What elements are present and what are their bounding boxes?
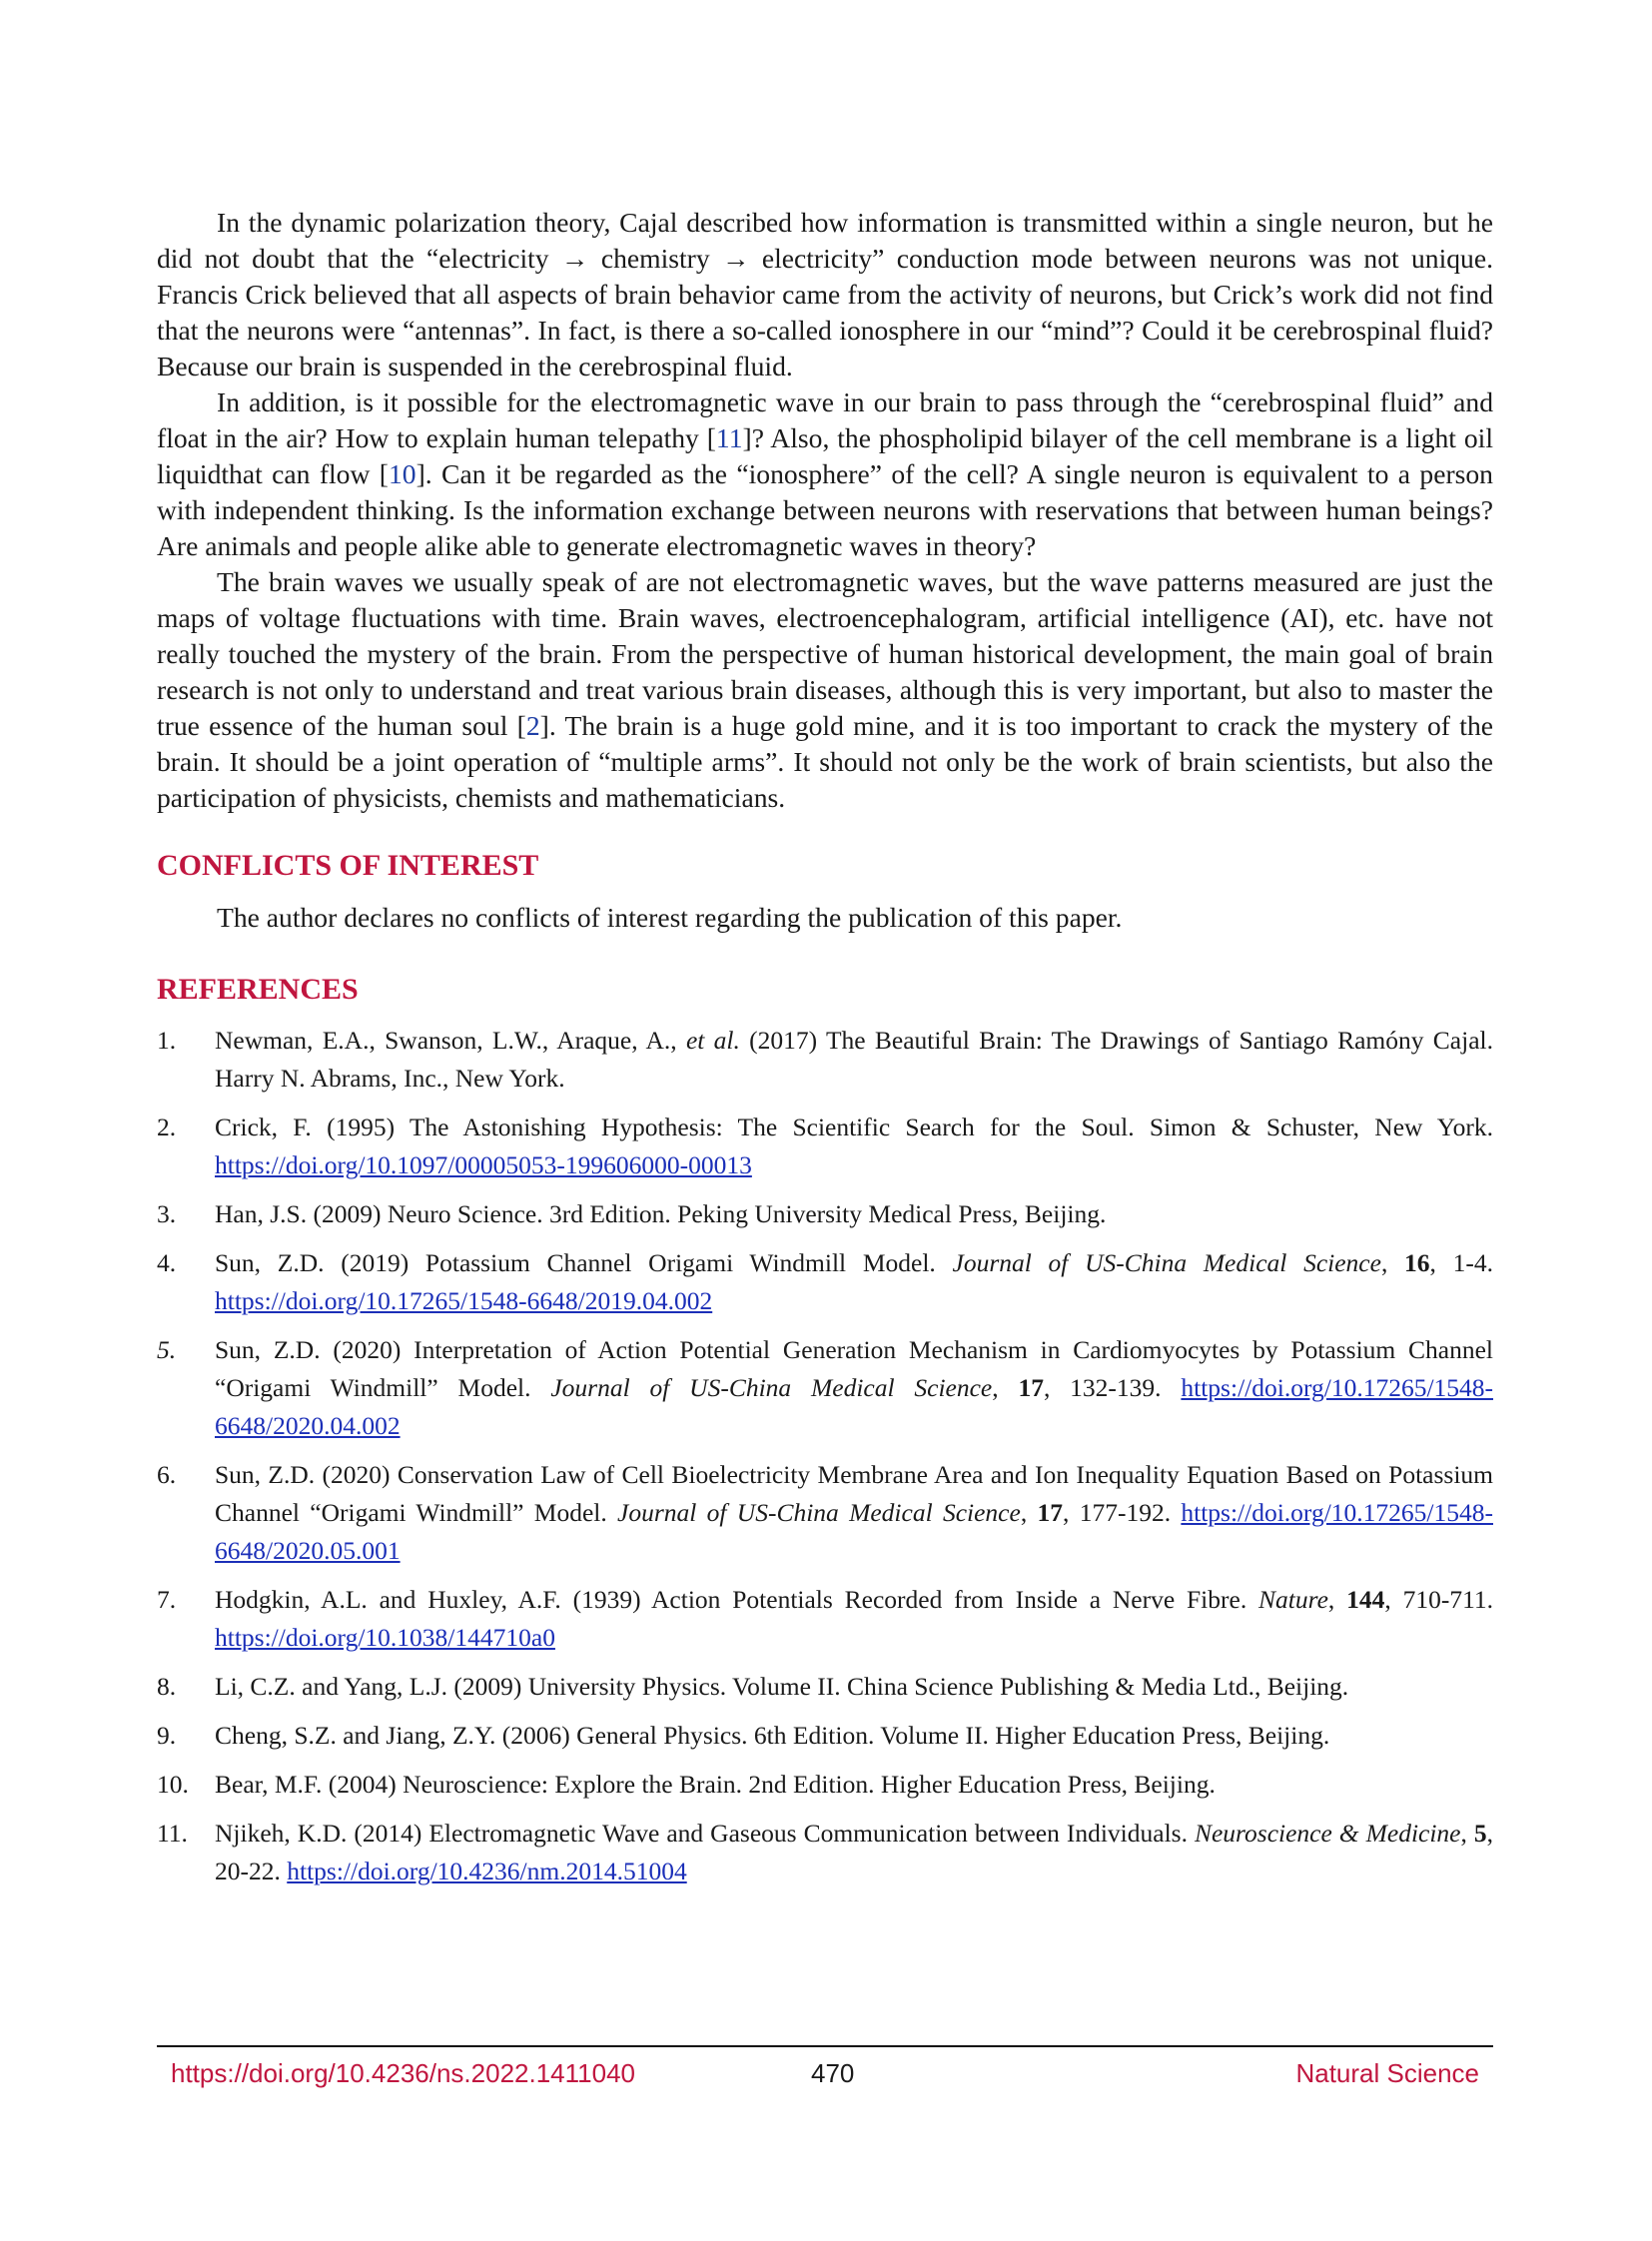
reference-volume: 144: [1346, 1585, 1385, 1614]
reference-pages: , 20-22.: [215, 1819, 1493, 1885]
reference-citation: Njikeh, K.D. (2014) Electromagnetic Wave and Gaseous Communication between Individuals.: [215, 1819, 1195, 1848]
reference-number: 9.: [157, 1721, 177, 1750]
reference-citation: Cheng, S.Z. and Jiang, Z.Y. (2006) General Physics. 6th Edition. Volume II. Higher Education Press, Beijing.: [215, 1721, 1330, 1750]
reference-separator: ,: [1460, 1819, 1474, 1848]
reference-pages: , 177-192.: [1063, 1498, 1182, 1527]
reference-number: 4.: [157, 1248, 177, 1277]
reference-pages: , 710-711.: [1384, 1585, 1493, 1614]
reference-number: 1.: [157, 1026, 177, 1055]
reference-item: [157, 1668, 1493, 1706]
reference-doi-link[interactable]: https://doi.org/10.17265/1548-6648/2019.04.002: [215, 1286, 713, 1315]
reference-text: [215, 1668, 1493, 1706]
page-number: 470: [811, 2058, 855, 2088]
reference-number: 10.: [157, 1770, 189, 1799]
reference-separator: (2017) The Beautiful Brain: The Drawings of Santiago Ramóny Cajal. Harry N. Abrams, Inc., New York.: [215, 1026, 1493, 1093]
reference-text: [215, 1456, 1493, 1570]
references-list: [157, 1022, 1493, 1890]
reference-volume: 17: [1018, 1373, 1044, 1402]
reference-item: [157, 1717, 1493, 1755]
reference-citation: Hodgkin, A.L. and Huxley, A.F. (1939) Action Potentials Recorded from Inside a Nerve Fibre.: [215, 1585, 1259, 1614]
reference-pages: , 132-139.: [1043, 1373, 1182, 1402]
reference-journal: Nature: [1258, 1585, 1328, 1614]
citation-link[interactable]: 2: [525, 710, 540, 741]
reference-citation: Han, J.S. (2009) Neuro Science. 3rd Edition. Peking University Medical Press, Beijing.: [215, 1199, 1107, 1228]
reference-separator: ,: [1020, 1498, 1038, 1527]
reference-citation: Li, C.Z. and Yang, L.J. (2009) University Physics. Volume II. China Science Publishing & Media Ltd., Beijing.: [215, 1672, 1349, 1701]
reference-text: [215, 1109, 1493, 1184]
reference-doi-link[interactable]: https://doi.org/10.1097/00005053-199606000-00013: [215, 1150, 752, 1179]
reference-separator: ,: [992, 1373, 1019, 1402]
citation-link[interactable]: 10: [388, 458, 416, 489]
reference-citation: Newman, E.A., Swanson, L.W., Araque, A.,: [215, 1026, 686, 1055]
reference-separator: ,: [1327, 1585, 1347, 1614]
reference-item: [157, 1456, 1493, 1570]
reference-item: [157, 1815, 1493, 1890]
reference-volume: 17: [1037, 1498, 1064, 1527]
reference-doi-link[interactable]: https://doi.org/10.4236/nm.2014.51004: [287, 1857, 687, 1885]
references-heading: REFERENCES: [157, 973, 359, 1006]
page-content: [157, 205, 1493, 1901]
reference-text: [215, 1766, 1493, 1804]
reference-citation: Crick, F. (1995) The Astonishing Hypothesis: The Scientific Search for the Soul. Simon & Schuster, New York.: [215, 1113, 1493, 1141]
reference-doi-link[interactable]: https://doi.org/10.17265/1548-6648/2020.05.001: [215, 1498, 1493, 1565]
reference-citation: Sun, Z.D. (2020) Conservation Law of Cell Bioelectricity Membrane Area and Ion Inequality Equation Based on Potassium Channel “Origami Windmill” Model.: [215, 1460, 1493, 1527]
reference-text: [215, 1815, 1493, 1890]
reference-number: 6.: [157, 1460, 177, 1489]
footer-doi-link[interactable]: https://doi.org/10.4236/ns.2022.1411040: [171, 2058, 636, 2088]
page-footer: [157, 2053, 1493, 2093]
paragraph: The brain waves we usually speak of are not electromagnetic waves, but the wave patterns measured are just the maps of voltage fluctuations with time. Brain waves, electroencephalogram, artificial intelligence (AI), etc. have not really touched the mystery of the brain. From the perspective of human historical development, the main goal of brain research is not only to understand and treat various brain diseases, although this is very important, but also to master the true essence of the human soul [2]. The brain is a huge gold mine, and it is too important to crack the mystery of the brain. It should be a joint operation of “multiple arms”. It should not only be the work of brain scientists, but also the participation of physicists, chemists and mathematicians.: [157, 566, 1493, 813]
reference-journal: Neuroscience & Medicine: [1194, 1819, 1461, 1848]
reference-volume: 16: [1404, 1248, 1430, 1277]
reference-citation: Sun, Z.D. (2019) Potassium Channel Origami Windmill Model.: [215, 1248, 953, 1277]
reference-doi-link[interactable]: https://doi.org/10.1038/144710a0: [215, 1623, 555, 1652]
reference-doi-link[interactable]: https://doi.org/10.17265/1548-6648/2020.04.002: [215, 1373, 1494, 1440]
journal-name: Natural Science: [1295, 2058, 1479, 2088]
conflicts-text: The author declares no conflicts of interest regarding the publication of this paper.: [217, 902, 1123, 933]
reference-item: [157, 1022, 1493, 1098]
reference-item: [157, 1766, 1493, 1804]
reference-text: [215, 1581, 1493, 1657]
reference-item: [157, 1244, 1493, 1320]
conflicts-heading: CONFLICTS OF INTEREST: [157, 849, 539, 882]
reference-number: 11.: [157, 1819, 188, 1848]
reference-number: 8.: [157, 1672, 177, 1701]
reference-number: 3.: [157, 1199, 177, 1228]
reference-item: [157, 1109, 1493, 1184]
reference-citation: Sun, Z.D. (2020) Interpretation of Action Potential Generation Mechanism in Cardiomyocytes by Potassium Channel “Origami Windmill” Model.: [215, 1335, 1493, 1402]
reference-citation: Bear, M.F. (2004) Neuroscience: Explore the Brain. 2nd Edition. Higher Education Press, Beijing.: [215, 1770, 1216, 1799]
paragraph: In addition, is it possible for the electromagnetic wave in our brain to pass through the “cerebrospinal fluid” and float in the air? How to explain human telepathy [11]? Also, the phospholipid bilayer of the cell membrane is a light oil liquidthat can flow [10]. Can it be regarded as the “ionosphere” of the cell? A single neuron is equivalent to a person with independent thinking. Is the information exchange between neurons with reservations that between human beings? Are animals and people alike able to generate electromagnetic waves in theory?: [157, 386, 1493, 561]
reference-number: 5.: [157, 1335, 177, 1364]
paragraph: In the dynamic polarization theory, Cajal described how information is transmitted within a single neuron, but he did not doubt that the “electricity → chemistry → electricity” conduction mode between neurons was not unique. Francis Crick believed that all aspects of brain behavior came from the activity of neurons, but Crick’s work did not find that the neurons were “antennas”. In fact, is there a so-called ionosphere in our “mind”? Could it be cerebrospinal fluid? Because our brain is suspended in the cerebrospinal fluid.: [157, 207, 1493, 381]
reference-journal: Journal of US-China Medical Science: [952, 1248, 1381, 1277]
reference-text: [215, 1195, 1493, 1233]
reference-text: [215, 1717, 1493, 1755]
body-text: [157, 205, 1493, 816]
reference-text: [215, 1331, 1493, 1445]
reference-separator: ,: [1380, 1248, 1405, 1277]
reference-volume: 5: [1473, 1819, 1487, 1848]
footer-divider: [157, 2045, 1493, 2047]
reference-journal: Journal of US-China Medical Science: [550, 1373, 993, 1402]
reference-item: [157, 1195, 1493, 1233]
citation-link[interactable]: 11: [715, 422, 743, 453]
reference-text: [215, 1244, 1493, 1320]
reference-pages: , 1-4.: [1429, 1248, 1493, 1277]
reference-number: 2.: [157, 1113, 177, 1141]
reference-text: [215, 1022, 1493, 1098]
reference-journal: et al.: [685, 1026, 740, 1055]
reference-item: [157, 1331, 1493, 1445]
reference-item: [157, 1581, 1493, 1657]
reference-number: 7.: [157, 1585, 177, 1614]
reference-journal: Journal of US-China Medical Science: [617, 1498, 1021, 1527]
